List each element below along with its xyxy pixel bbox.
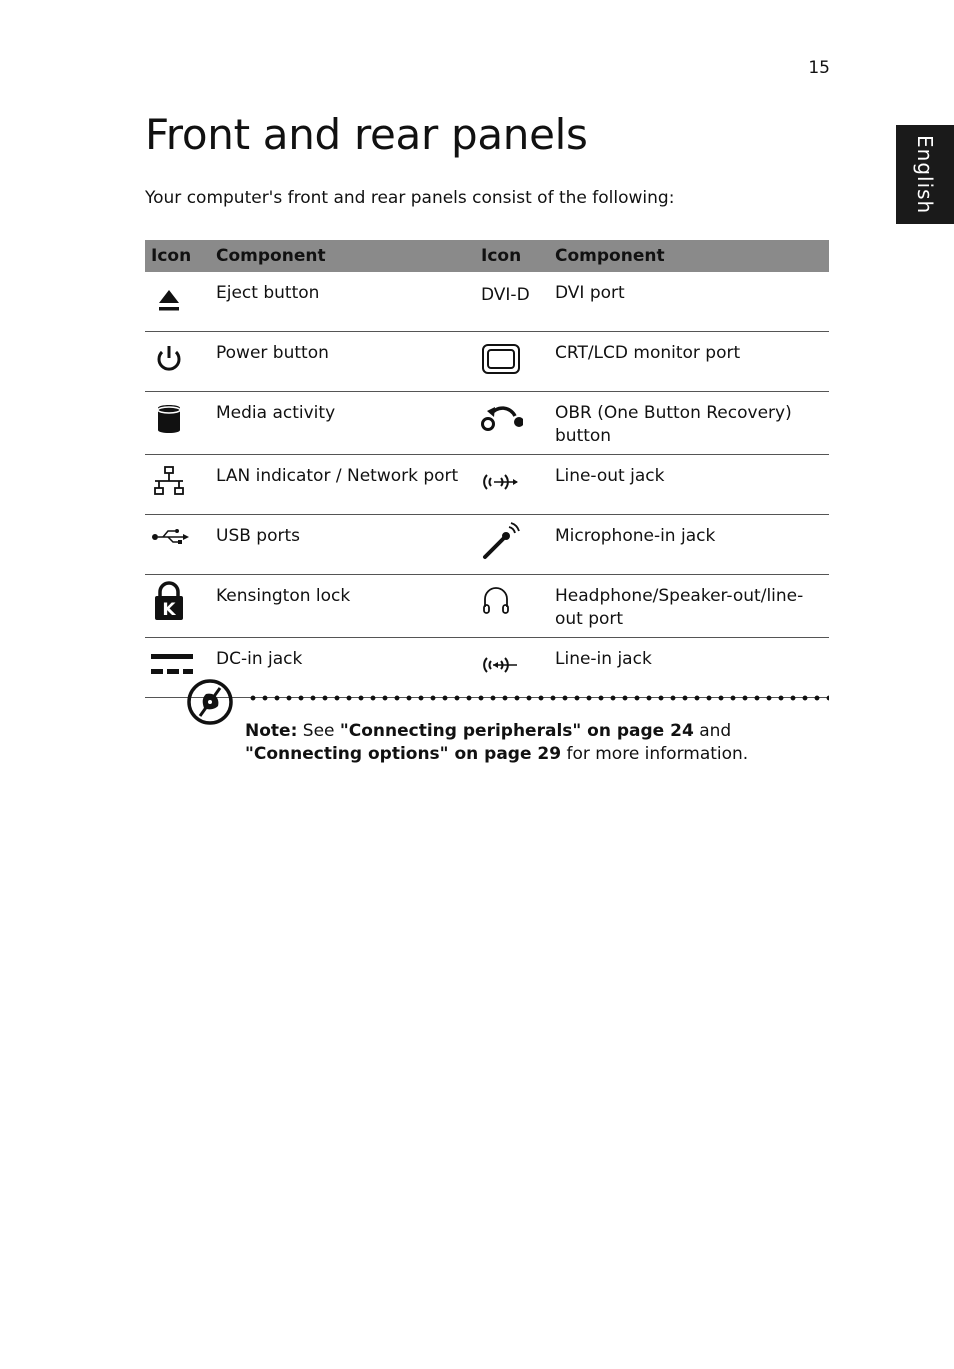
component-label: DC-in jack [210,638,475,698]
component-label: OBR (One Button Recovery) button [549,392,829,455]
header-icon-2: Icon [475,240,549,272]
network-icon [149,461,193,501]
note-text-3: for more information. [566,744,749,764]
header-icon-1: Icon [145,240,210,272]
note-divider [247,695,829,701]
component-label: Line-in jack [549,638,829,698]
panels-table [145,240,829,698]
table-row [145,455,829,515]
note-text-2: and [699,721,732,741]
component-label: Headphone/Speaker-out/line-out port [549,575,829,638]
language-tab [896,125,954,224]
note-link-options[interactable]: "Connecting options" on page 29 [245,744,562,764]
headphone-icon [479,581,523,621]
table-row [145,575,829,638]
note-text-1: See [302,721,335,741]
dvi-d-icon: DVI-D [481,285,530,305]
header-component-1: Component [210,240,475,272]
eject-icon [149,278,193,318]
usb-icon [149,521,193,561]
line-out-icon [479,461,523,501]
note-label: Note: [245,721,298,741]
table-row [145,332,829,392]
table-row [145,638,829,698]
page-number: 15 [808,58,830,78]
line-in-icon [479,644,523,684]
component-label: Eject button [210,272,475,332]
component-label: Microphone-in jack [549,515,829,575]
obr-icon [479,398,523,438]
monitor-port-icon [479,338,523,378]
component-label: CRT/LCD monitor port [549,332,829,392]
intro-text: Your computer's front and rear panels consist of the following: [145,188,675,208]
svg-text:K: K [162,600,176,620]
note-icon [186,678,234,726]
table-header-row [145,240,829,272]
table-row [145,392,829,455]
page-title: Front and rear panels [145,110,588,159]
component-label: LAN indicator / Network port [210,455,475,515]
component-label: Power button [210,332,475,392]
component-label: Kensington lock [210,575,475,638]
header-component-2: Component [549,240,829,272]
power-icon [149,338,193,378]
kensington-lock-icon [149,581,193,621]
note-link-peripherals[interactable]: "Connecting peripherals" on page 24 [339,721,694,741]
component-label: DVI port [549,272,829,332]
component-label: USB ports [210,515,475,575]
microphone-icon [479,521,523,561]
note-text [245,720,830,766]
language-tab-label: English [913,134,937,215]
media-activity-icon [149,398,193,438]
component-label: Media activity [210,392,475,455]
table-row [145,515,829,575]
component-label: Line-out jack [549,455,829,515]
table-row [145,272,829,332]
